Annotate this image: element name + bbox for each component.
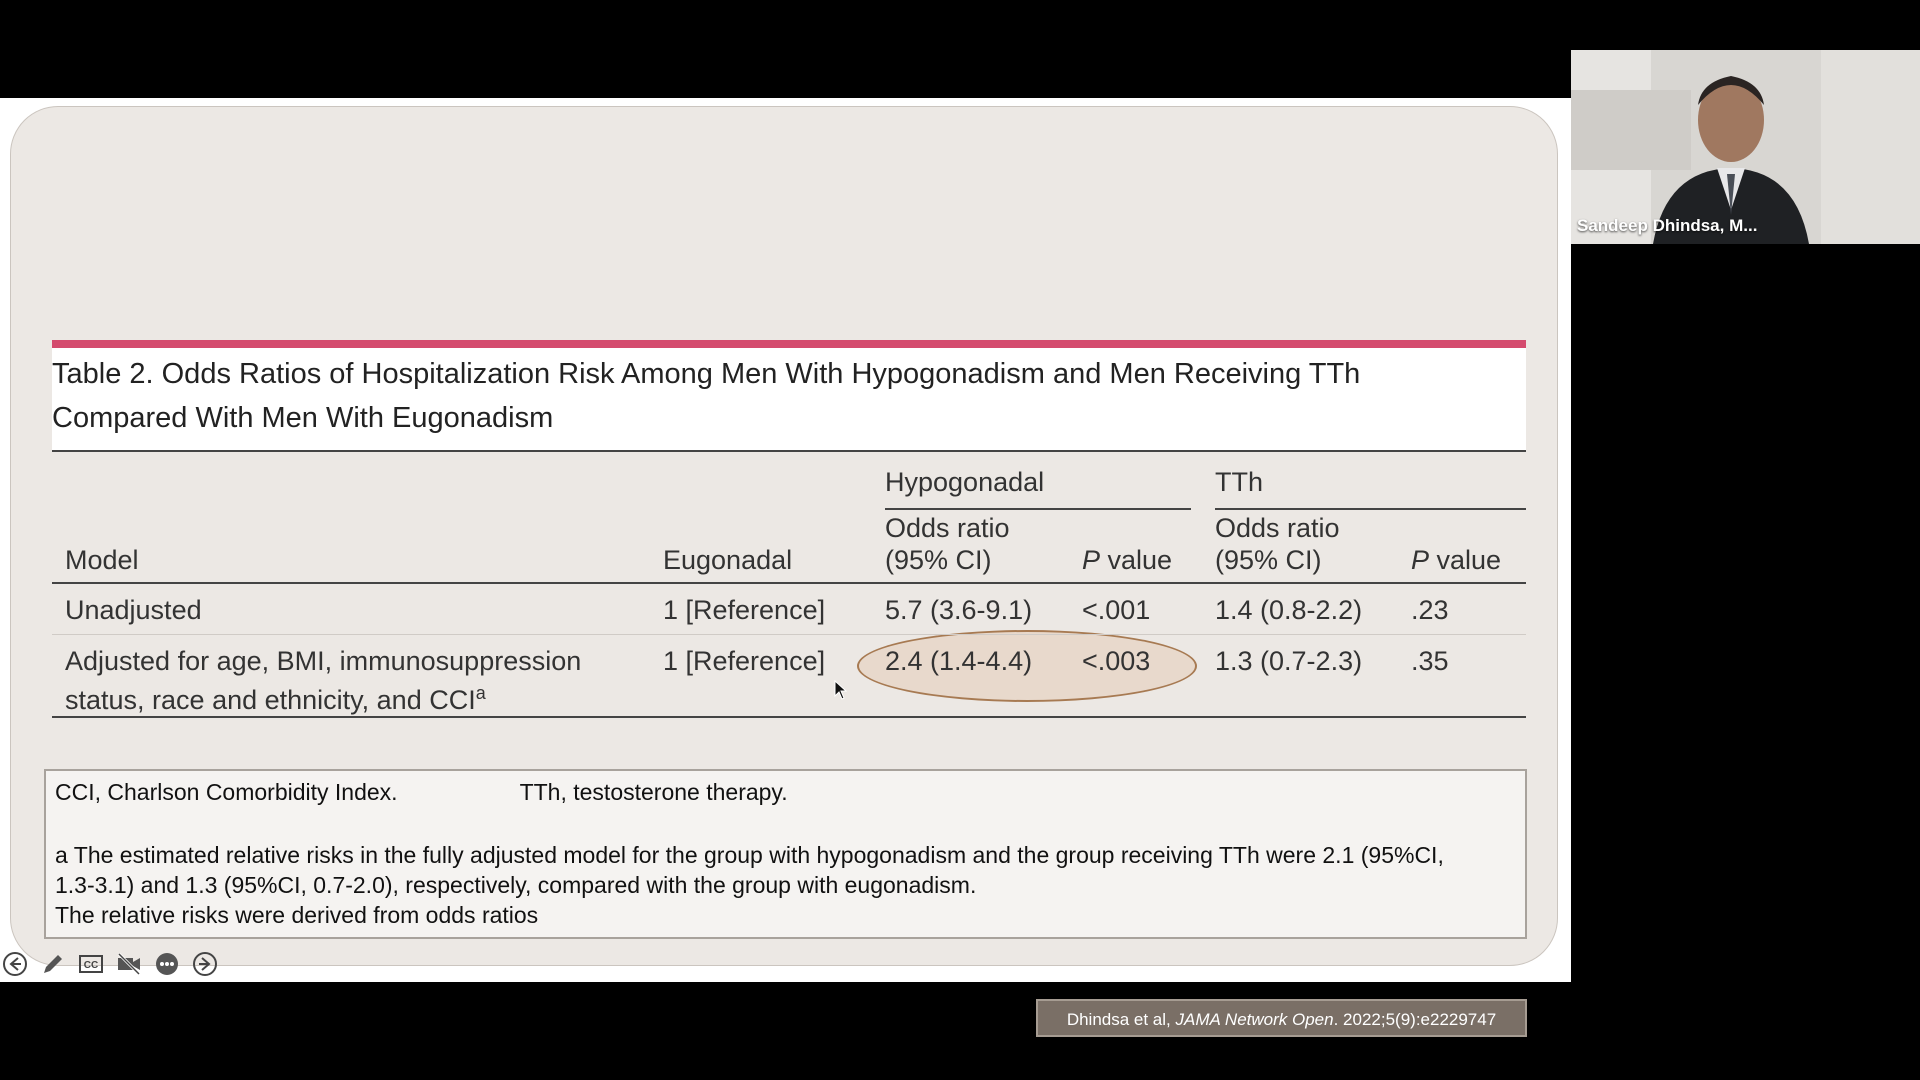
p-value-label: value [1429, 545, 1502, 575]
table-title-line-2: Compared With Men With Eugonadism [52, 402, 554, 434]
citation-badge [1036, 999, 1527, 1037]
notes-spacer [55, 807, 1516, 840]
header-divider [52, 582, 1526, 584]
row-1-hypo-p-value: <.001 [1082, 595, 1151, 625]
abbrev-cci: CCI, Charlson Comorbidity Index. [55, 779, 398, 805]
table-body [52, 452, 1526, 720]
arrow-right-icon[interactable] [192, 951, 218, 977]
mouse-cursor-icon [834, 680, 848, 700]
row-1-eugonadal: 1 [Reference] [663, 595, 826, 625]
row-2-tth-p-value: .35 [1411, 646, 1449, 676]
participant-name: Sandeep Dhindsa, M... [1577, 216, 1758, 235]
svg-text:CC: CC [83, 960, 99, 971]
column-header-tth-odds-ratio [1215, 512, 1340, 576]
row-1-tth-odds-ratio: 1.4 (0.8-2.2) [1215, 595, 1363, 625]
odds-ratio-table [52, 340, 1526, 720]
footnote-line-3: The relative risks were derived from odds ratios [55, 902, 539, 928]
row-2-model-line-2 [65, 677, 581, 716]
presentation-toolbar [2, 948, 218, 980]
column-header-hypo-odds-ratio [885, 512, 1010, 576]
column-header-hypo-p-value [1082, 544, 1172, 576]
row-2-eugonadal: 1 [Reference] [663, 646, 826, 676]
ci-label: (95% CI) [1215, 545, 1322, 575]
row-2-tth-odds-ratio: 1.3 (0.7-2.3) [1215, 646, 1363, 676]
ci-label: (95% CI) [885, 545, 992, 575]
abbrev-tth: TTh, testosterone therapy. [519, 779, 788, 805]
row-1-model: Unadjusted [65, 595, 202, 625]
p-value-label: value [1100, 545, 1173, 575]
participant-video-tile[interactable] [1571, 50, 1920, 244]
citation-authors: Dhindsa et al, [1066, 1010, 1176, 1029]
row-2-model-line-1: Adjusted for age, BMI, immunosuppression [65, 646, 582, 676]
video-off-icon[interactable] [116, 951, 142, 977]
table-title-line-1: Table 2. Odds Ratios of Hospitalization Risk Among Men With Hypogonadism and Men Receiving TTh [52, 358, 1361, 390]
pen-icon[interactable] [40, 951, 66, 977]
footnote-line-2: 1.3-3.1) and 1.3 (95%CI, 0.7-2.0), respectively, compared with the group with eugonadism. [55, 872, 977, 898]
row-2-model-line-2-text: status, race and ethnicity, and CCI [65, 685, 476, 715]
column-header-tth-p-value [1411, 544, 1501, 576]
citation-journal: JAMA Network Open [1175, 1010, 1334, 1029]
column-header-eugonadal: Eugonadal [663, 545, 793, 575]
presentation-slide-area [0, 98, 1571, 1029]
odds-ratio-label: Odds ratio [885, 513, 1010, 543]
footnote-marker: a [475, 683, 486, 703]
table-title [52, 348, 1526, 452]
footnote-line-1: a The estimated relative risks in the fully adjusted model for the group with hypogonadism and the group receiving TTh were 2.1 (95%CI, [55, 842, 1444, 868]
row-1-hypo-odds-ratio: 5.7 (3.6-9.1) [885, 595, 1033, 625]
table-accent-bar [52, 340, 1526, 348]
participant-video-feed [1571, 50, 1920, 244]
column-header-model: Model [65, 545, 139, 575]
row-1-tth-p-value: .23 [1411, 595, 1449, 625]
closed-caption-icon[interactable] [78, 951, 104, 977]
row-divider [52, 634, 1526, 635]
row-2-hypo-p-value: <.003 [1082, 646, 1151, 676]
group-header-tth: TTh [1215, 467, 1264, 497]
row-2-hypo-odds-ratio: 2.4 (1.4-4.4) [885, 646, 1033, 676]
odds-ratio-label: Odds ratio [1215, 513, 1340, 543]
table-notes [44, 769, 1527, 939]
group-underline-hypogonadal [885, 508, 1191, 510]
p-italic: P [1411, 545, 1430, 575]
row-2-model [65, 645, 581, 716]
group-underline-tth [1215, 508, 1526, 510]
p-italic: P [1082, 545, 1101, 575]
table-bottom-rule [52, 716, 1526, 718]
more-icon[interactable] [154, 951, 180, 977]
group-header-hypogonadal: Hypogonadal [885, 467, 1045, 497]
arrow-left-icon[interactable] [2, 951, 28, 977]
citation-details: . 2022;5(9):e2229747 [1333, 1010, 1497, 1029]
abbreviations-line [55, 777, 1516, 807]
